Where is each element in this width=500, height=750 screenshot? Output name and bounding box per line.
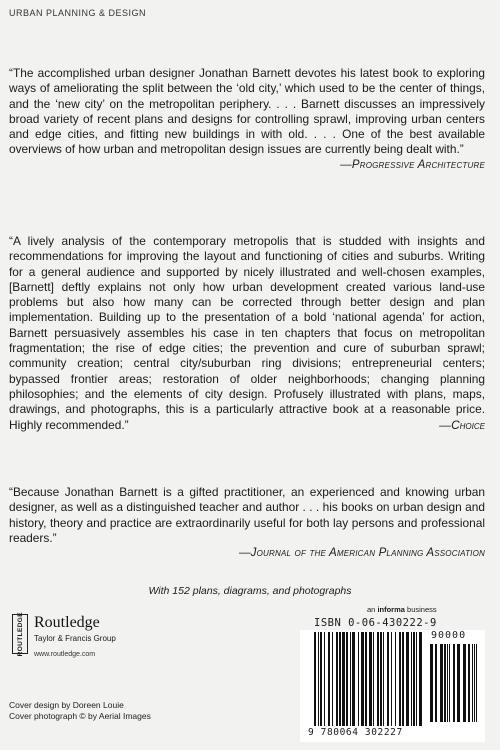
routledge-vertical-logo: ROUTLEDGE bbox=[12, 614, 28, 654]
review-japa bbox=[9, 485, 485, 561]
publisher-url: www.routledge.com bbox=[34, 651, 96, 658]
publisher-name: Routledge bbox=[34, 614, 100, 631]
review-source: —Choice bbox=[439, 417, 485, 432]
barcode bbox=[300, 630, 485, 742]
addon-barcode-icon bbox=[430, 644, 480, 722]
publisher-group: Taylor & Francis Group bbox=[34, 634, 116, 643]
category-label: URBAN PLANNING & DESIGN bbox=[9, 8, 147, 18]
ean-barcode-icon bbox=[314, 632, 424, 726]
review-text: “Because Jonathan Barnett is a gifted practitioner, an experienced and knowing urban designer, as well as a distinguished teacher and author . . . his books on urban design and history, theory and practice are extraordinarily useful for both lay persons and professional readers.” bbox=[9, 485, 485, 545]
review-source: —Progressive Architecture bbox=[340, 158, 485, 171]
review-progressive-architecture bbox=[9, 66, 485, 173]
cover-design-credit: Cover design by Doreen Louie bbox=[9, 700, 124, 710]
informa-business-mark: an informa business bbox=[367, 605, 437, 614]
review-choice bbox=[9, 234, 485, 433]
review-text: “A lively analysis of the contemporary metropolis that is studded with insights and recommendations for improving the layout and functioning of cities and suburbs. Writing for a general audience and supported by nicely illustrated and well-chosen examples, [Barnett] deftly explains not only how urban development created various land-use problems but also how many can be corrected through better design and plan implementation. Building up to the presentation of a bold ‘national agenda’ for action, Barnett persuasively assembles his case in ten chapters that focus on metropolitan fragmentation; the rise of edge cities; the prevention and cure of suburban sprawl; community creation; central city/suburban ring divisions; entrepreneurial centers; bypassed frontier areas; restoration of older neighborhoods; changing planning philosophies; and the elements of city design. Profusely illustrated with plans, maps, drawings, and photographs, this is a particularly attractive book at a reasonable price. Highly recommended.” bbox=[9, 234, 485, 432]
ean-number: 9 780064 302227 bbox=[308, 727, 403, 738]
review-text: “The accomplished urban designer Jonathan Barnett devotes his latest book to exploring ways of ameliorating the split between the ‘old city,’ which used to be the center of things, and the ‘new city’ on the metropolitan periphery. . . . Barnett discusses an impressively broad variety of recent plans and designs for controlling sprawl, improving urban centers and edge cities, and fitting new buildings in with old. . . . One of the best available overviews of how urban and metropolitan design issues are currently being dealt with.” bbox=[9, 66, 485, 157]
cover-credits bbox=[9, 700, 151, 722]
review-source: —Journal of the American Planning Association bbox=[238, 547, 485, 560]
cover-photo-credit: Cover photograph © by Aerial Images bbox=[9, 711, 151, 721]
isbn-label: ISBN 0-06-430222-9 bbox=[314, 617, 437, 629]
illustrations-note: With 152 plans, diagrams, and photographs bbox=[148, 585, 352, 597]
barcode-addon-number: 90000 bbox=[431, 630, 467, 641]
